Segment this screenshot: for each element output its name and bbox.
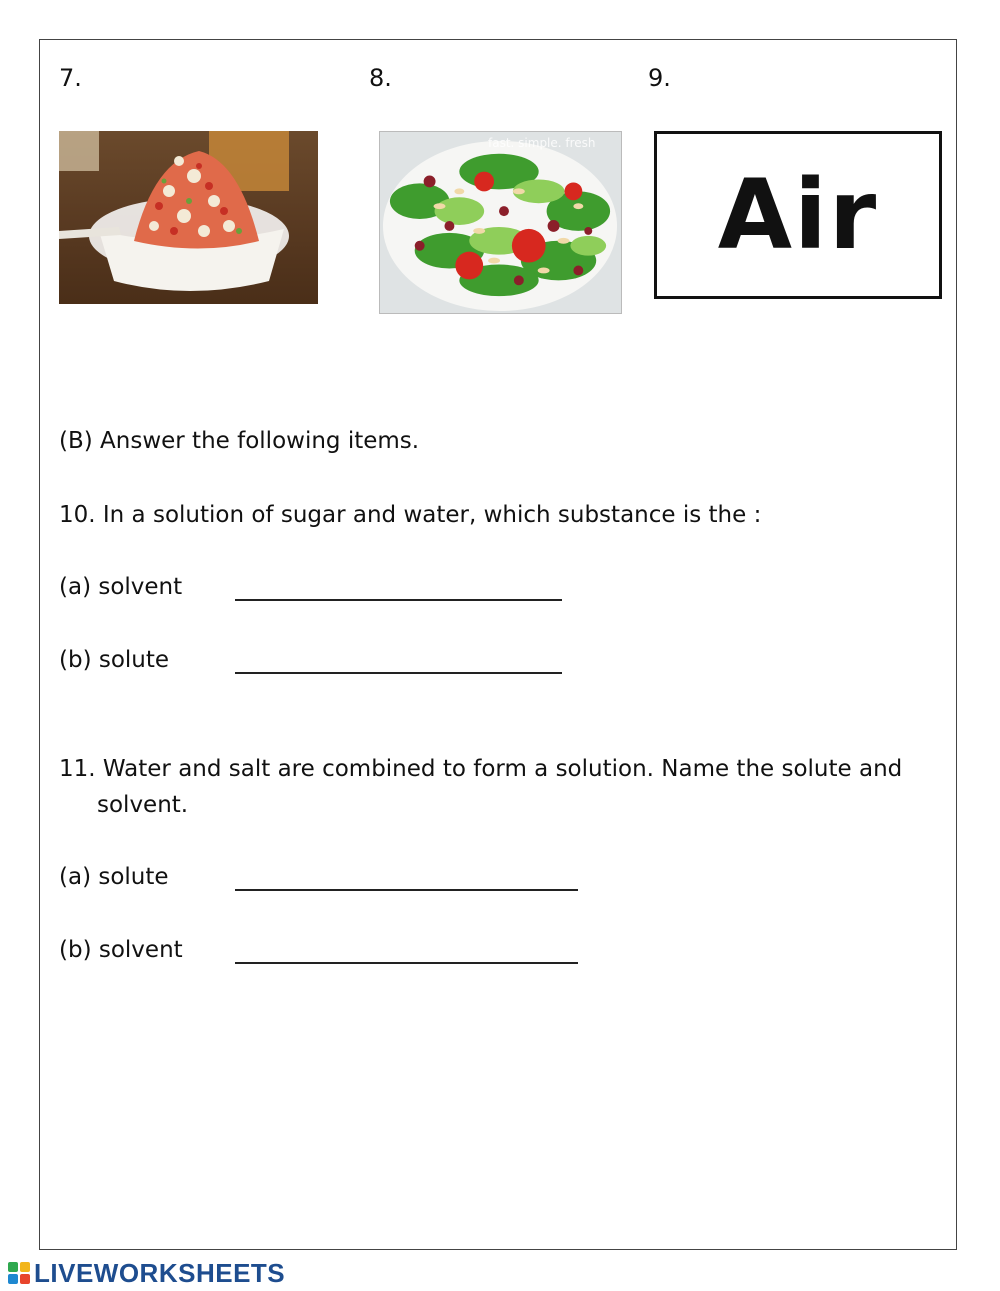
liveworksheets-icon — [8, 1262, 30, 1284]
question-11-b-label: (b) solvent — [59, 937, 183, 963]
air-word-box — [654, 131, 942, 299]
question-8-number: 8. — [369, 64, 392, 92]
question-11-a-label: (a) solute — [59, 864, 169, 890]
image-watermark: fast. simple. fresh — [488, 136, 596, 150]
green-salad-image — [379, 131, 622, 314]
question-10-a-label: (a) solvent — [59, 574, 183, 600]
section-b-heading: (B) Answer the following items. — [59, 428, 420, 454]
footer-brand: LIVEWORKSHEETS — [34, 1257, 286, 1288]
question-10-b-answer-blank[interactable] — [235, 672, 562, 674]
question-11-b-answer-blank[interactable] — [235, 962, 578, 964]
air-word: Air — [717, 159, 879, 271]
question-11-a-answer-blank[interactable] — [235, 889, 578, 891]
conch-salad-image — [59, 131, 318, 304]
liveworksheets-logo[interactable] — [8, 1258, 285, 1288]
question-7-number: 7. — [59, 64, 82, 92]
question-9-number: 9. — [648, 64, 671, 92]
question-10-a-answer-blank[interactable] — [235, 599, 562, 601]
question-10-b-label: (b) solute — [59, 647, 170, 673]
question-11-prompt-line2: solvent. — [97, 792, 189, 818]
question-10-prompt: 10. In a solution of sugar and water, which substance is the : — [59, 502, 762, 528]
question-11-prompt-line1: 11. Water and salt are combined to form a solution. Name the solute and — [59, 756, 903, 782]
